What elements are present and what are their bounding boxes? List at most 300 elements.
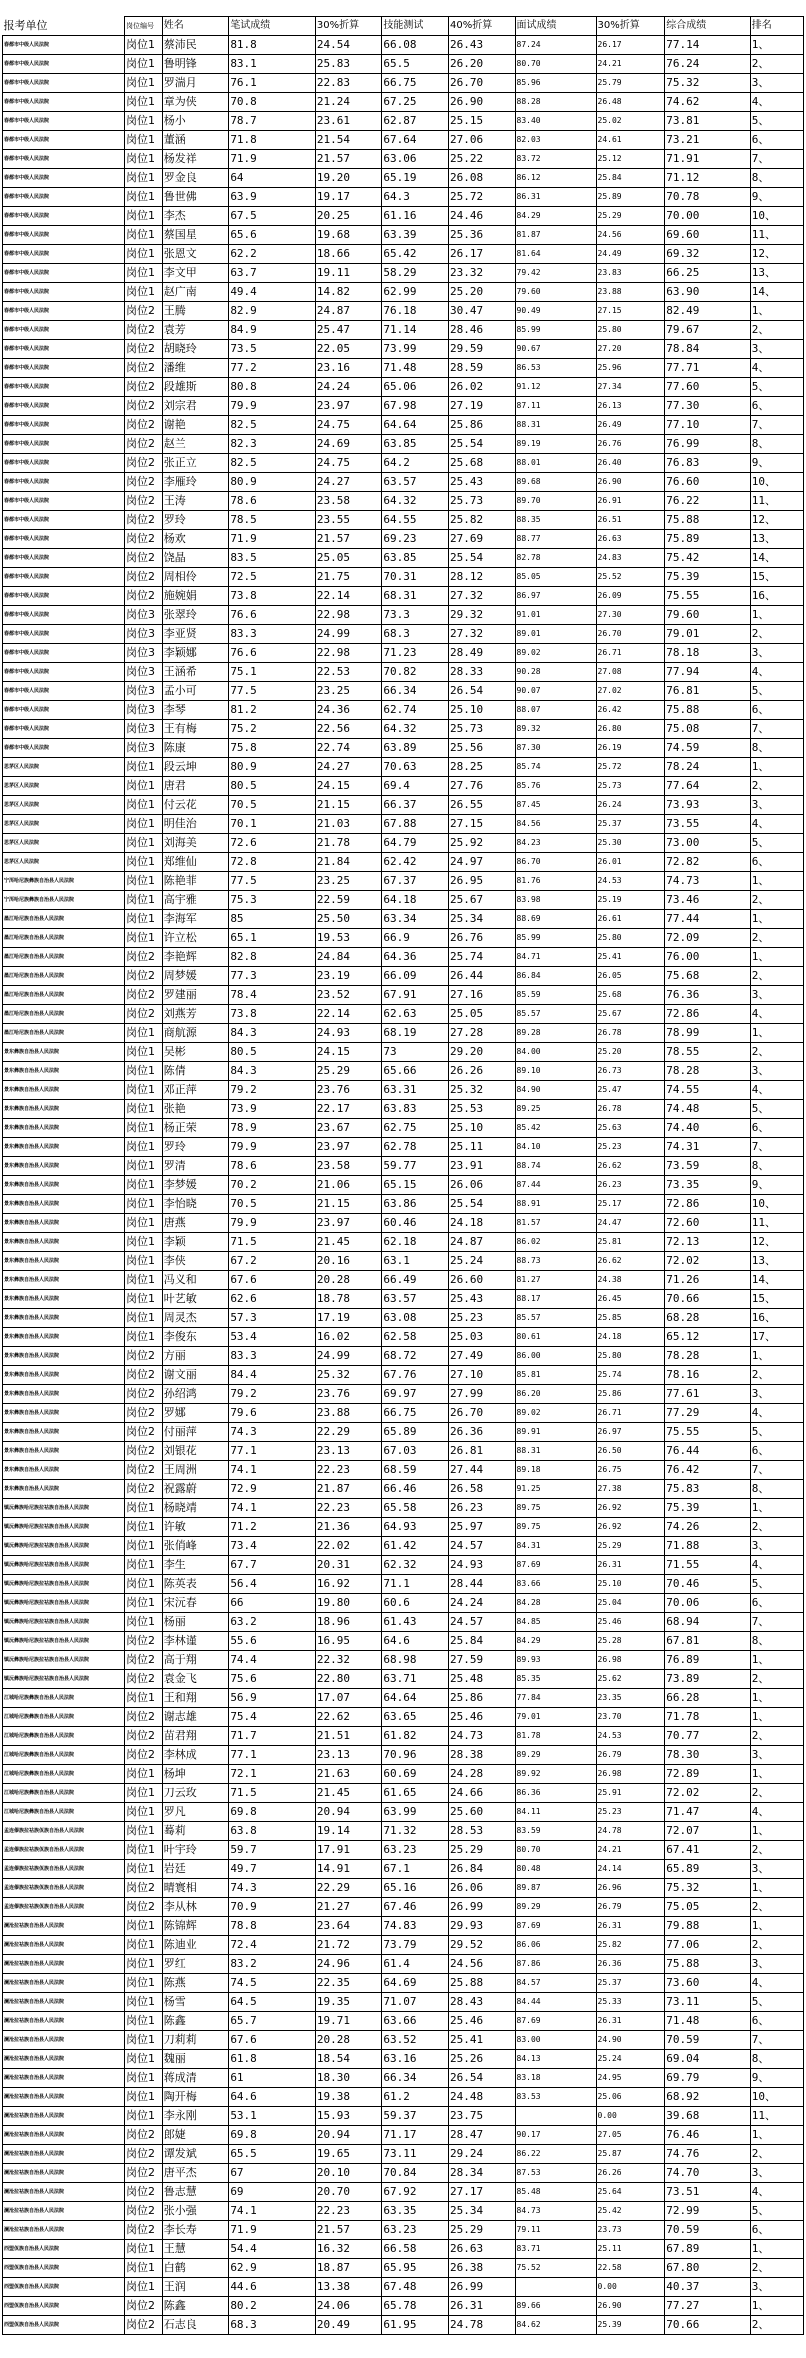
interview-score-cell: 85.42 bbox=[515, 1119, 596, 1138]
name-cell: 董涵 bbox=[162, 131, 229, 150]
rank-cell: 8、 bbox=[750, 1480, 803, 1499]
interview-score-cell: 89.92 bbox=[515, 1765, 596, 1784]
rank-cell: 2、 bbox=[750, 777, 803, 796]
skill-score-cell: 67.03 bbox=[382, 1442, 449, 1461]
rank-cell: 3、 bbox=[750, 1537, 803, 1556]
rank-cell: 2、 bbox=[750, 2145, 803, 2164]
skill-score-cell: 74.83 bbox=[382, 1917, 449, 1936]
interview-30-cell: 26.71 bbox=[596, 644, 665, 663]
interview-score-cell: 89.91 bbox=[515, 1423, 596, 1442]
name-cell: 蔡沛民 bbox=[162, 36, 229, 55]
written-score-cell: 63.8 bbox=[229, 1822, 316, 1841]
skill-score-cell: 64.64 bbox=[382, 416, 449, 435]
header-cell: 姓名 bbox=[162, 17, 229, 36]
written-score-cell: 71.5 bbox=[229, 1784, 316, 1803]
unit-cell: 春都市中级人民法院 bbox=[3, 625, 125, 644]
written-30-cell: 22.02 bbox=[315, 1537, 382, 1556]
name-cell: 杨雪 bbox=[162, 1993, 229, 2012]
table-row bbox=[3, 150, 804, 169]
unit-cell: 春都市中级人民法院 bbox=[3, 511, 125, 530]
total-score-cell: 73.11 bbox=[665, 1993, 750, 2012]
interview-30-cell: 25.19 bbox=[596, 891, 665, 910]
written-30-cell: 20.28 bbox=[315, 1271, 382, 1290]
written-30-cell: 20.49 bbox=[315, 2316, 382, 2335]
skill-40-cell: 24.66 bbox=[448, 1784, 515, 1803]
skill-40-cell: 25.43 bbox=[448, 1290, 515, 1309]
name-cell: 明佳治 bbox=[162, 815, 229, 834]
written-score-cell: 78.6 bbox=[229, 492, 316, 511]
interview-score-cell: 87.45 bbox=[515, 796, 596, 815]
total-score-cell: 75.88 bbox=[665, 1955, 750, 1974]
total-score-cell: 69.60 bbox=[665, 226, 750, 245]
interview-score-cell: 89.75 bbox=[515, 1499, 596, 1518]
post-cell: 岗位1 bbox=[125, 2050, 163, 2069]
interview-score-cell: 88.74 bbox=[515, 1157, 596, 1176]
name-cell: 杨正荣 bbox=[162, 1119, 229, 1138]
total-score-cell: 72.02 bbox=[665, 1252, 750, 1271]
written-30-cell: 24.06 bbox=[315, 2297, 382, 2316]
skill-40-cell: 24.46 bbox=[448, 207, 515, 226]
skill-40-cell: 25.46 bbox=[448, 2012, 515, 2031]
total-score-cell: 73.35 bbox=[665, 1176, 750, 1195]
rank-cell: 1、 bbox=[750, 948, 803, 967]
total-score-cell: 77.14 bbox=[665, 36, 750, 55]
written-30-cell: 18.87 bbox=[315, 2259, 382, 2278]
written-score-cell: 71.9 bbox=[229, 150, 316, 169]
rank-cell: 3、 bbox=[750, 644, 803, 663]
written-30-cell: 24.99 bbox=[315, 625, 382, 644]
interview-30-cell: 23.70 bbox=[596, 1708, 665, 1727]
written-30-cell: 21.84 bbox=[315, 853, 382, 872]
total-score-cell: 73.81 bbox=[665, 112, 750, 131]
skill-40-cell: 25.97 bbox=[448, 1518, 515, 1537]
name-cell: 李颖娜 bbox=[162, 644, 229, 663]
written-score-cell: 79.2 bbox=[229, 1385, 316, 1404]
table-row bbox=[3, 435, 804, 454]
written-30-cell: 22.74 bbox=[315, 739, 382, 758]
interview-score-cell: 90.28 bbox=[515, 663, 596, 682]
post-cell: 岗位2 bbox=[125, 2164, 163, 2183]
unit-cell: 景东彝族自治县人民法院 bbox=[3, 1195, 125, 1214]
skill-score-cell: 64.93 bbox=[382, 1518, 449, 1537]
table-row bbox=[3, 1214, 804, 1233]
total-score-cell: 70.59 bbox=[665, 2031, 750, 2050]
skill-score-cell: 67.48 bbox=[382, 2278, 449, 2297]
interview-30-cell: 25.81 bbox=[596, 1233, 665, 1252]
interview-30-cell: 24.47 bbox=[596, 1214, 665, 1233]
interview-score-cell: 84.13 bbox=[515, 2050, 596, 2069]
unit-cell: 澜沧拉祜族自治县人民法院 bbox=[3, 2088, 125, 2107]
table-row bbox=[3, 2145, 804, 2164]
interview-score-cell: 87.24 bbox=[515, 36, 596, 55]
skill-score-cell: 62.87 bbox=[382, 112, 449, 131]
skill-score-cell: 64.64 bbox=[382, 1689, 449, 1708]
rank-cell: 7、 bbox=[750, 1461, 803, 1480]
unit-cell: 春都市中级人民法院 bbox=[3, 739, 125, 758]
skill-40-cell: 27.32 bbox=[448, 625, 515, 644]
unit-cell: 景东彝族自治县人民法院 bbox=[3, 1309, 125, 1328]
interview-score-cell: 84.10 bbox=[515, 1138, 596, 1157]
written-score-cell: 75.3 bbox=[229, 891, 316, 910]
interview-30-cell: 25.42 bbox=[596, 2202, 665, 2221]
written-score-cell: 84.9 bbox=[229, 321, 316, 340]
skill-40-cell: 28.59 bbox=[448, 359, 515, 378]
unit-cell: 景东彝族自治县人民法院 bbox=[3, 1138, 125, 1157]
interview-30-cell: 0.00 bbox=[596, 2278, 665, 2297]
total-score-cell: 74.48 bbox=[665, 1100, 750, 1119]
post-cell: 岗位2 bbox=[125, 1708, 163, 1727]
interview-30-cell: 25.37 bbox=[596, 1974, 665, 1993]
name-cell: 张翠玲 bbox=[162, 606, 229, 625]
rank-cell: 1、 bbox=[750, 1879, 803, 1898]
header-cell: 30%折算 bbox=[596, 17, 665, 36]
written-30-cell: 21.45 bbox=[315, 1784, 382, 1803]
unit-cell: 景东彝族自治县人民法院 bbox=[3, 1252, 125, 1271]
post-cell: 岗位1 bbox=[125, 93, 163, 112]
name-cell: 祝露蔚 bbox=[162, 1480, 229, 1499]
written-score-cell: 83.2 bbox=[229, 1955, 316, 1974]
rank-cell: 1、 bbox=[750, 758, 803, 777]
skill-score-cell: 63.31 bbox=[382, 1081, 449, 1100]
unit-cell: 景东彝族自治县人民法院 bbox=[3, 1043, 125, 1062]
interview-score-cell: 87.11 bbox=[515, 397, 596, 416]
table-row bbox=[3, 2240, 804, 2259]
rank-cell: 3、 bbox=[750, 2278, 803, 2297]
skill-40-cell: 26.06 bbox=[448, 1176, 515, 1195]
post-cell: 岗位2 bbox=[125, 1670, 163, 1689]
unit-cell: 思茅区人民法院 bbox=[3, 853, 125, 872]
post-cell: 岗位1 bbox=[125, 2088, 163, 2107]
skill-40-cell: 27.06 bbox=[448, 131, 515, 150]
skill-score-cell: 62.63 bbox=[382, 1005, 449, 1024]
written-score-cell: 84.4 bbox=[229, 1366, 316, 1385]
post-cell: 岗位1 bbox=[125, 1822, 163, 1841]
skill-score-cell: 60.69 bbox=[382, 1765, 449, 1784]
skill-40-cell: 26.20 bbox=[448, 55, 515, 74]
written-30-cell: 20.94 bbox=[315, 1803, 382, 1822]
name-cell: 谢文丽 bbox=[162, 1366, 229, 1385]
unit-cell: 孟连傣族拉祜族佤族自治县人民法院 bbox=[3, 1841, 125, 1860]
total-score-cell: 71.12 bbox=[665, 169, 750, 188]
written-30-cell: 16.95 bbox=[315, 1632, 382, 1651]
rank-cell: 5、 bbox=[750, 378, 803, 397]
interview-score-cell: 82.78 bbox=[515, 549, 596, 568]
post-cell: 岗位2 bbox=[125, 454, 163, 473]
unit-cell: 景东彝族自治县人民法院 bbox=[3, 1176, 125, 1195]
interview-30-cell: 25.29 bbox=[596, 207, 665, 226]
written-30-cell: 22.23 bbox=[315, 1499, 382, 1518]
rank-cell: 6、 bbox=[750, 2012, 803, 2031]
rank-cell: 6、 bbox=[750, 1594, 803, 1613]
written-30-cell: 23.25 bbox=[315, 872, 382, 891]
total-score-cell: 78.84 bbox=[665, 340, 750, 359]
interview-score-cell: 89.19 bbox=[515, 435, 596, 454]
skill-40-cell: 26.08 bbox=[448, 169, 515, 188]
name-cell: 李俊东 bbox=[162, 1328, 229, 1347]
table-row bbox=[3, 1613, 804, 1632]
skill-40-cell: 25.72 bbox=[448, 188, 515, 207]
written-30-cell: 20.70 bbox=[315, 2183, 382, 2202]
skill-score-cell: 63.66 bbox=[382, 2012, 449, 2031]
table-row bbox=[3, 1119, 804, 1138]
name-cell: 刘燕芳 bbox=[162, 1005, 229, 1024]
rank-cell: 3、 bbox=[750, 340, 803, 359]
written-30-cell: 19.14 bbox=[315, 1822, 382, 1841]
post-cell: 岗位2 bbox=[125, 1632, 163, 1651]
skill-score-cell: 69.4 bbox=[382, 777, 449, 796]
written-score-cell: 83.1 bbox=[229, 55, 316, 74]
interview-score-cell: 86.00 bbox=[515, 1347, 596, 1366]
name-cell: 罗湍月 bbox=[162, 74, 229, 93]
skill-score-cell: 63.1 bbox=[382, 1252, 449, 1271]
skill-score-cell: 71.32 bbox=[382, 1822, 449, 1841]
table-row bbox=[3, 1100, 804, 1119]
written-30-cell: 15.93 bbox=[315, 2107, 382, 2126]
unit-cell: 春都市中级人民法院 bbox=[3, 283, 125, 302]
interview-30-cell: 25.28 bbox=[596, 1632, 665, 1651]
total-score-cell: 69.04 bbox=[665, 2050, 750, 2069]
skill-40-cell: 27.10 bbox=[448, 1366, 515, 1385]
name-cell: 唐平杰 bbox=[162, 2164, 229, 2183]
table-row bbox=[3, 1898, 804, 1917]
written-score-cell: 82.8 bbox=[229, 948, 316, 967]
total-score-cell: 75.88 bbox=[665, 511, 750, 530]
skill-40-cell: 24.57 bbox=[448, 1537, 515, 1556]
name-cell: 陈锦辉 bbox=[162, 1917, 229, 1936]
interview-30-cell: 25.20 bbox=[596, 1043, 665, 1062]
total-score-cell: 74.59 bbox=[665, 739, 750, 758]
rank-cell: 1、 bbox=[750, 1822, 803, 1841]
rank-cell: 4、 bbox=[750, 1404, 803, 1423]
written-30-cell: 14.91 bbox=[315, 1860, 382, 1879]
interview-30-cell: 24.53 bbox=[596, 872, 665, 891]
rank-cell: 5、 bbox=[750, 1575, 803, 1594]
total-score-cell: 63.90 bbox=[665, 283, 750, 302]
written-30-cell: 20.31 bbox=[315, 1556, 382, 1575]
total-score-cell: 75.39 bbox=[665, 568, 750, 587]
interview-30-cell: 25.80 bbox=[596, 929, 665, 948]
name-cell: 商航源 bbox=[162, 1024, 229, 1043]
total-score-cell: 72.13 bbox=[665, 1233, 750, 1252]
table-row bbox=[3, 2164, 804, 2183]
unit-cell: 景东彝族自治县人民法院 bbox=[3, 1404, 125, 1423]
written-30-cell: 23.58 bbox=[315, 492, 382, 511]
interview-30-cell: 26.40 bbox=[596, 454, 665, 473]
unit-cell: 春都市中级人民法院 bbox=[3, 150, 125, 169]
total-score-cell: 71.48 bbox=[665, 2012, 750, 2031]
post-cell: 岗位1 bbox=[125, 36, 163, 55]
written-score-cell: 83.3 bbox=[229, 1347, 316, 1366]
table-row bbox=[3, 340, 804, 359]
interview-score-cell: 89.02 bbox=[515, 1404, 596, 1423]
total-score-cell: 71.47 bbox=[665, 1803, 750, 1822]
skill-40-cell: 23.32 bbox=[448, 264, 515, 283]
interview-30-cell: 24.90 bbox=[596, 2031, 665, 2050]
post-cell: 岗位1 bbox=[125, 1499, 163, 1518]
table-row bbox=[3, 264, 804, 283]
skill-40-cell: 26.99 bbox=[448, 1898, 515, 1917]
total-score-cell: 75.32 bbox=[665, 1879, 750, 1898]
name-cell: 李生 bbox=[162, 1556, 229, 1575]
written-30-cell: 19.20 bbox=[315, 169, 382, 188]
written-score-cell: 71.8 bbox=[229, 131, 316, 150]
skill-40-cell: 25.26 bbox=[448, 2050, 515, 2069]
interview-score-cell: 87.53 bbox=[515, 2164, 596, 2183]
post-cell: 岗位2 bbox=[125, 397, 163, 416]
written-30-cell: 21.57 bbox=[315, 2221, 382, 2240]
total-score-cell: 73.89 bbox=[665, 1670, 750, 1689]
written-score-cell: 49.7 bbox=[229, 1860, 316, 1879]
rank-cell: 7、 bbox=[750, 2031, 803, 2050]
table-row bbox=[3, 245, 804, 264]
written-score-cell: 72.1 bbox=[229, 1765, 316, 1784]
skill-40-cell: 27.49 bbox=[448, 1347, 515, 1366]
written-30-cell: 23.13 bbox=[315, 1442, 382, 1461]
skill-score-cell: 65.58 bbox=[382, 1499, 449, 1518]
skill-40-cell: 25.36 bbox=[448, 226, 515, 245]
unit-cell: 镇沅彝族哈尼族拉祜族自治县人民法院 bbox=[3, 1651, 125, 1670]
post-cell: 岗位2 bbox=[125, 967, 163, 986]
unit-cell: 景东彝族自治县人民法院 bbox=[3, 1423, 125, 1442]
interview-30-cell: 26.61 bbox=[596, 910, 665, 929]
post-cell: 岗位1 bbox=[125, 1252, 163, 1271]
total-score-cell: 73.93 bbox=[665, 796, 750, 815]
interview-score-cell: 77.84 bbox=[515, 1689, 596, 1708]
skill-score-cell: 61.82 bbox=[382, 1727, 449, 1746]
rank-cell: 7、 bbox=[750, 416, 803, 435]
written-score-cell: 72.9 bbox=[229, 1480, 316, 1499]
unit-cell: 墨江哈尼族自治县人民法院 bbox=[3, 910, 125, 929]
skill-score-cell: 70.82 bbox=[382, 663, 449, 682]
name-cell: 罗建丽 bbox=[162, 986, 229, 1005]
skill-40-cell: 25.29 bbox=[448, 1841, 515, 1860]
total-score-cell: 75.55 bbox=[665, 1423, 750, 1442]
skill-score-cell: 61.65 bbox=[382, 1784, 449, 1803]
total-score-cell: 78.99 bbox=[665, 1024, 750, 1043]
post-cell: 岗位1 bbox=[125, 1081, 163, 1100]
interview-score-cell: 87.30 bbox=[515, 739, 596, 758]
written-30-cell: 23.58 bbox=[315, 1157, 382, 1176]
interview-30-cell: 26.45 bbox=[596, 1290, 665, 1309]
interview-30-cell: 25.96 bbox=[596, 359, 665, 378]
written-score-cell: 73.5 bbox=[229, 340, 316, 359]
interview-score-cell: 86.31 bbox=[515, 188, 596, 207]
unit-cell: 镇沅彝族哈尼族拉祜族自治县人民法院 bbox=[3, 1499, 125, 1518]
interview-score-cell: 83.72 bbox=[515, 150, 596, 169]
table-row bbox=[3, 948, 804, 967]
name-cell: 唐君 bbox=[162, 777, 229, 796]
written-30-cell: 21.57 bbox=[315, 150, 382, 169]
skill-40-cell: 29.24 bbox=[448, 2145, 515, 2164]
written-score-cell: 63.7 bbox=[229, 264, 316, 283]
skill-40-cell: 25.11 bbox=[448, 1138, 515, 1157]
written-score-cell: 80.2 bbox=[229, 2297, 316, 2316]
skill-40-cell: 25.60 bbox=[448, 1803, 515, 1822]
total-score-cell: 75.89 bbox=[665, 530, 750, 549]
total-score-cell: 77.27 bbox=[665, 2297, 750, 2316]
total-score-cell: 66.25 bbox=[665, 264, 750, 283]
skill-score-cell: 69.23 bbox=[382, 530, 449, 549]
interview-score-cell: 85.57 bbox=[515, 1005, 596, 1024]
rank-cell: 8、 bbox=[750, 1632, 803, 1651]
written-score-cell: 54.4 bbox=[229, 2240, 316, 2259]
rank-cell: 1、 bbox=[750, 910, 803, 929]
unit-cell: 澜沧拉祜族自治县人民法院 bbox=[3, 2126, 125, 2145]
written-30-cell: 22.29 bbox=[315, 1423, 382, 1442]
skill-score-cell: 66.49 bbox=[382, 1271, 449, 1290]
table-row bbox=[3, 1746, 804, 1765]
skill-score-cell: 67.37 bbox=[382, 872, 449, 891]
interview-30-cell: 26.76 bbox=[596, 435, 665, 454]
total-score-cell: 39.68 bbox=[665, 2107, 750, 2126]
rank-cell: 11、 bbox=[750, 492, 803, 511]
skill-40-cell: 29.20 bbox=[448, 1043, 515, 1062]
skill-score-cell: 63.85 bbox=[382, 549, 449, 568]
post-cell: 岗位1 bbox=[125, 1955, 163, 1974]
table-row bbox=[3, 1423, 804, 1442]
written-30-cell: 24.36 bbox=[315, 701, 382, 720]
name-cell: 周梦媛 bbox=[162, 967, 229, 986]
post-cell: 岗位1 bbox=[125, 226, 163, 245]
written-score-cell: 74.1 bbox=[229, 1499, 316, 1518]
rank-cell: 6、 bbox=[750, 1119, 803, 1138]
skill-score-cell: 58.29 bbox=[382, 264, 449, 283]
unit-cell: 景东彝族自治县人民法院 bbox=[3, 1100, 125, 1119]
name-cell: 杨丽 bbox=[162, 1613, 229, 1632]
rank-cell: 6、 bbox=[750, 397, 803, 416]
written-score-cell: 57.3 bbox=[229, 1309, 316, 1328]
total-score-cell: 74.70 bbox=[665, 2164, 750, 2183]
skill-score-cell: 71.1 bbox=[382, 1575, 449, 1594]
skill-40-cell: 25.43 bbox=[448, 473, 515, 492]
name-cell: 袁芳 bbox=[162, 321, 229, 340]
table-row bbox=[3, 1917, 804, 1936]
unit-cell: 景东彝族自治县人民法院 bbox=[3, 1062, 125, 1081]
written-score-cell: 65.6 bbox=[229, 226, 316, 245]
unit-cell: 江城哈尼族彝族自治县人民法院 bbox=[3, 1784, 125, 1803]
interview-score-cell: 86.84 bbox=[515, 967, 596, 986]
table-row bbox=[3, 1385, 804, 1404]
total-score-cell: 67.41 bbox=[665, 1841, 750, 1860]
interview-30-cell: 25.64 bbox=[596, 2183, 665, 2202]
table-row bbox=[3, 321, 804, 340]
interview-score-cell: 84.31 bbox=[515, 1537, 596, 1556]
name-cell: 李杰 bbox=[162, 207, 229, 226]
post-cell: 岗位1 bbox=[125, 1594, 163, 1613]
table-row bbox=[3, 1271, 804, 1290]
table-row bbox=[3, 796, 804, 815]
name-cell: 杨发祥 bbox=[162, 150, 229, 169]
total-score-cell: 76.46 bbox=[665, 2126, 750, 2145]
skill-score-cell: 66.46 bbox=[382, 1480, 449, 1499]
written-score-cell: 71.9 bbox=[229, 2221, 316, 2240]
unit-cell: 春都市中级人民法院 bbox=[3, 549, 125, 568]
interview-30-cell: 26.79 bbox=[596, 1746, 665, 1765]
written-score-cell: 85 bbox=[229, 910, 316, 929]
written-score-cell: 55.6 bbox=[229, 1632, 316, 1651]
skill-score-cell: 65.06 bbox=[382, 378, 449, 397]
skill-40-cell: 24.57 bbox=[448, 1613, 515, 1632]
interview-30-cell: 24.53 bbox=[596, 1727, 665, 1746]
written-30-cell: 19.35 bbox=[315, 1993, 382, 2012]
written-score-cell: 73.4 bbox=[229, 1537, 316, 1556]
name-cell: 张小强 bbox=[162, 2202, 229, 2221]
name-cell: 郎婕 bbox=[162, 2126, 229, 2145]
interview-score-cell: 85.57 bbox=[515, 1309, 596, 1328]
table-row bbox=[3, 872, 804, 891]
unit-cell: 春都市中级人民法院 bbox=[3, 435, 125, 454]
total-score-cell: 73.59 bbox=[665, 1157, 750, 1176]
